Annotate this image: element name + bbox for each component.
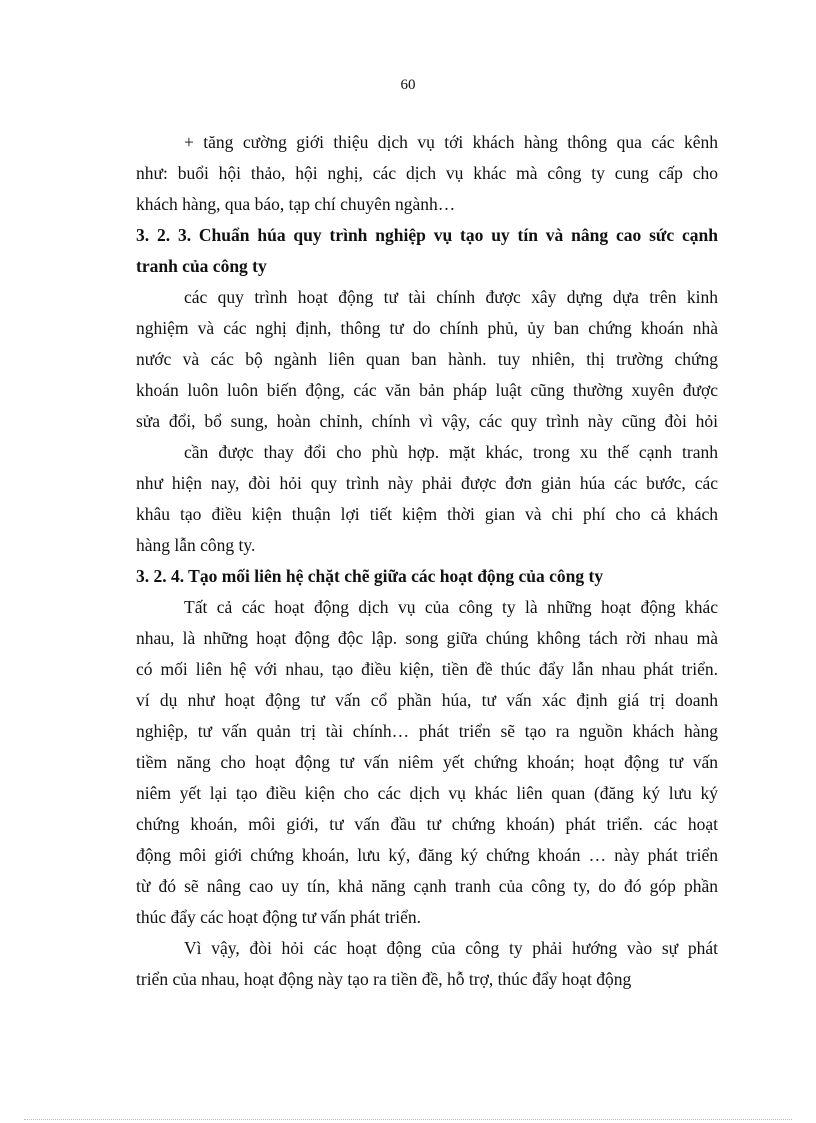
text-line: triển của nhau, hoạt động này tạo ra tiền đề, hỗ trợ, thúc đẩy hoạt động bbox=[136, 969, 632, 989]
text-line: sửa đổi, bổ sung, hoàn chỉnh, chính vì vậy, các quy trình này cũng đòi hỏi bbox=[136, 411, 718, 431]
text-line: nước và các bộ ngành liên quan ban hành. tuy nhiên, thị trường chứng bbox=[136, 349, 718, 369]
section-heading: tranh của công ty bbox=[136, 256, 267, 276]
text-line: Tất cả các hoạt động dịch vụ của công ty là những hoạt động khác bbox=[184, 597, 718, 617]
text-line: có mối liên hệ với nhau, tạo điều kiện, tiền đề thúc đẩy lẫn nhau phát triển. bbox=[136, 659, 718, 679]
text-line: từ đó sẽ nâng cao uy tín, khả năng cạnh tranh của công ty, do đó góp phần bbox=[136, 876, 718, 896]
text-line: chứng khoán, môi giới, tư vấn đầu tư chứng khoán) phát triển. các hoạt bbox=[136, 814, 718, 834]
text-line: cần được thay đổi cho phù hợp. mặt khác, trong xu thế cạnh tranh bbox=[184, 442, 718, 462]
text-line: các quy trình hoạt động tư tài chính được xây dựng dựa trên kinh bbox=[184, 287, 718, 307]
page-number: 60 bbox=[400, 77, 416, 93]
text-line: Vì vậy, đòi hỏi các hoạt động của công ty phải hướng vào sự phát bbox=[184, 938, 718, 958]
section-heading: 3. 2. 3. Chuẩn húa quy trình nghiệp vụ tạo uy tín và nâng cao sức cạnh bbox=[136, 225, 718, 245]
text-line: + tăng cường giới thiệu dịch vụ tới khách hàng thông qua các kênh bbox=[184, 132, 718, 152]
page-bottom-divider bbox=[24, 1119, 792, 1120]
document-body bbox=[136, 127, 718, 995]
text-line: niêm yết lại tạo điều kiện cho các dịch vụ khác liên quan (đăng ký lưu ký bbox=[136, 783, 718, 803]
text-line: hàng lẫn công ty. bbox=[136, 535, 256, 555]
text-line: như: buổi hội thảo, hội nghị, các dịch vụ khác mà công ty cung cấp cho bbox=[136, 163, 718, 183]
text-line: nghiệm và các nghị định, thông tư do chính phủ, ủy ban chứng khoán nhà bbox=[136, 318, 718, 338]
text-line: thúc đẩy các hoạt động tư vấn phát triển. bbox=[136, 907, 422, 927]
text-line: ví dụ như hoạt động tư vấn cổ phần húa, tư vấn xác định giá trị doanh bbox=[136, 690, 718, 710]
text-line: khâu tạo điều kiện thuận lợi tiết kiệm thời gian và chi phí cho cả khách bbox=[136, 504, 718, 524]
section-heading: 3. 2. 4. Tạo mối liên hệ chặt chẽ giữa các hoạt động của công ty bbox=[136, 566, 604, 586]
text-line: khách hàng, qua báo, tạp chí chuyên ngành… bbox=[136, 194, 456, 214]
text-line: như hiện nay, đòi hỏi quy trình này phải được đơn giản húa các bước, các bbox=[136, 473, 718, 493]
text-line: động môi giới chứng khoán, lưu ký, đăng ký chứng khoán … này phát triển bbox=[136, 845, 718, 865]
text-line: tiềm năng cho hoạt động tư vấn niêm yết chứng khoán; hoạt động tư vấn bbox=[136, 752, 718, 772]
text-line: nghiệp, tư vấn quản trị tài chính… phát triển sẽ tạo ra nguồn khách hàng bbox=[136, 721, 718, 741]
text-line: khoán luôn luôn biến động, các văn bản pháp luật cũng thường xuyên được bbox=[136, 380, 718, 400]
text-line: nhau, là những hoạt động độc lập. song giữa chúng không tách rời nhau mà bbox=[136, 628, 718, 648]
